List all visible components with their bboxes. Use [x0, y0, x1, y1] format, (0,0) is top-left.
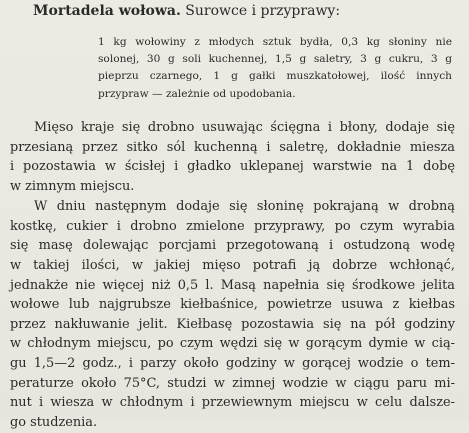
ingredients-line: przypraw — zależnie od upodobania.	[98, 87, 296, 100]
paragraph-line: go studzenia.	[10, 415, 98, 431]
paragraph-line: nut i wiesza w chłodnym i przewiewnym miejscu w celu dalsze-	[10, 395, 455, 411]
paragraph-line: w zimnym miejscu.	[10, 178, 135, 194]
ingredients-line: solonej, 30 g soli kuchennej, 1,5 g saletry, 3 g cukru, 3 g	[98, 53, 452, 66]
paragraph-line: Mięso kraje się drobno usuwając ścięgna i błony, dodaje się	[34, 120, 455, 135]
paragraph-line: przez nakłuwanie jelit. Kiełbasę pozostawia się na pół godziny	[10, 316, 455, 332]
paragraph-preparation	[10, 118, 455, 197]
recipe-subtitle: Surowce i przyprawy:	[185, 3, 341, 19]
paragraph-line: gu 1,5—2 godz., i parzy około godziny w gorącej wodzie o tem-	[10, 356, 455, 372]
ingredients-line: pieprzu czarnego, 1 g gałki muszkatołowej, ilość innych	[98, 70, 452, 83]
paragraph-line: peraturze około 75°C, studzi w zimnej wodzie w ciągu paru mi-	[10, 375, 455, 391]
paragraph-line: wołowe lub najgrubsze kiełbaśnice, powietrze usuwa z kiełbas	[10, 297, 455, 313]
paragraph-line: przesianą przez sitko sól kuchenną i saletrę, dokładnie miesza	[10, 139, 455, 155]
recipe-title: Mortadela wołowa.	[33, 3, 181, 19]
paragraph-line: jednakże nie więcej niż 0,5 l. Masą napełnia się środkowe jelita	[10, 277, 455, 293]
paragraph-line: się masę dolewając porcjami przegotowaną i ostudzoną wodę	[10, 238, 455, 254]
paragraph-line: i pozostawia w ścisłej i gładko uklepanej warstwie na 1 dobę	[10, 159, 455, 175]
paragraph-line: kostkę, cukier i drobno zmielone przyprawy, po czym wyrabia	[10, 218, 455, 234]
ingredients-line: 1 kg wołowiny z młodych sztuk bydła, 0,3 kg słoniny nie	[98, 36, 452, 48]
paragraph-line: w chłodnym miejscu, po czym wędzi się w gorącym dymie w cią-	[10, 336, 455, 352]
recipe-heading	[33, 1, 453, 21]
paragraph-processing	[10, 197, 455, 433]
ingredients-list	[98, 34, 452, 103]
paragraph-line: W dniu następnym dodaje się słoninę pokrajaną w drobną	[34, 199, 455, 214]
paragraph-line: w takiej ilości, w jakiej mięso potrafi ją dobrze wchłonąć,	[10, 257, 455, 273]
